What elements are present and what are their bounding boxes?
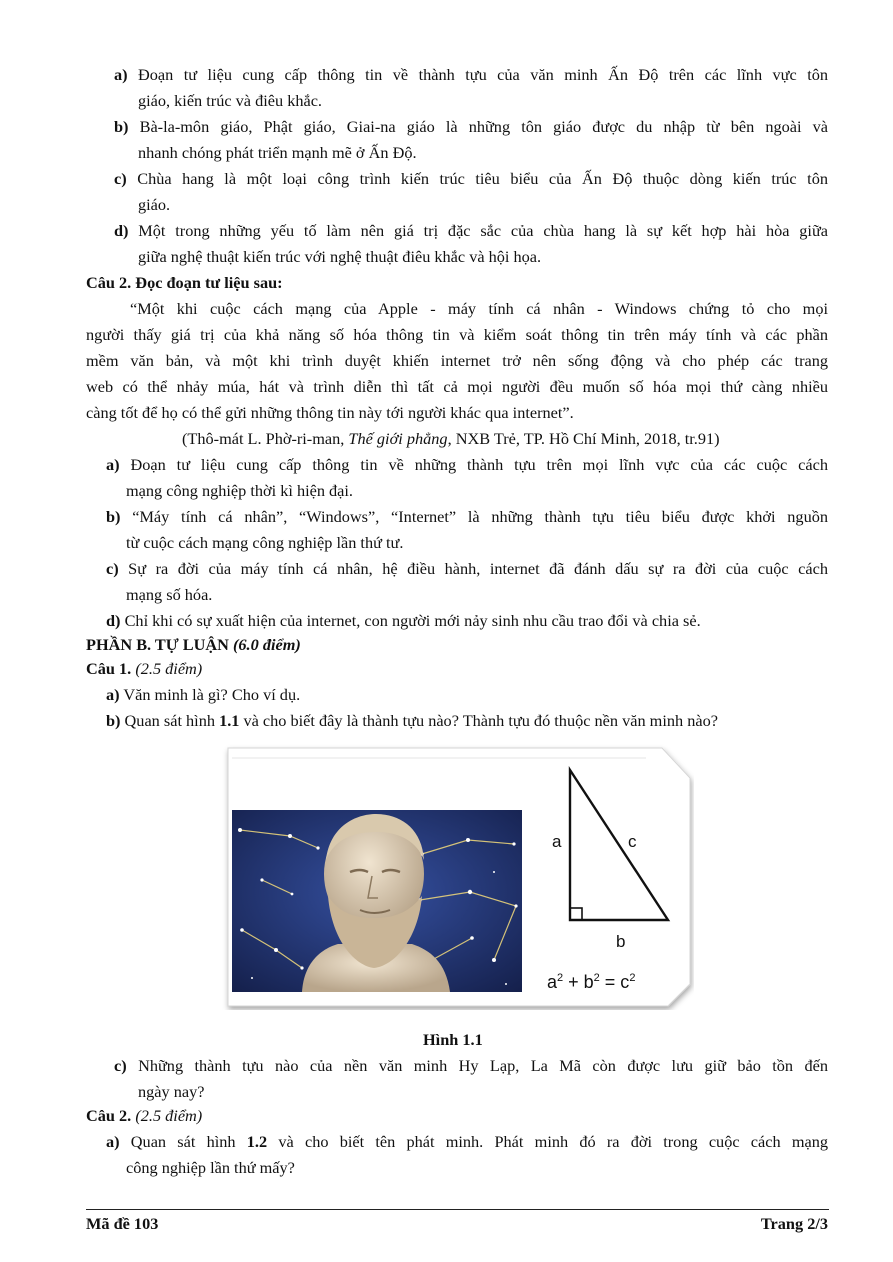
pythagoras-portrait xyxy=(232,810,522,992)
q1-option-a-line2: giáo, kiến trúc và điêu khắc. xyxy=(138,91,322,110)
part-b-q1-c-line2: ngày nay? xyxy=(138,1082,205,1101)
q2-passage-line4: web có thể nhảy múa, hát và trình diễn thì tất cả mọi người đều muốn số hóa mọi thứ càng nhiều xyxy=(86,377,828,396)
figure-1-1-caption: Hình 1.1 xyxy=(423,1030,483,1049)
page-number: Trang 2/3 xyxy=(760,1214,828,1233)
part-b-q2-a-line1: a) Quan sát hình 1.2 và cho biết tên phát minh. Phát minh đó ra đời trong cuộc cách mạng xyxy=(106,1132,829,1151)
q1-option-d-line1: d) Một trong những yếu tố làm nên giá trị đặc sắc của chùa hang là sự kết hợp hài hòa giữa xyxy=(114,221,828,240)
q2-option-c-line1: c) Sự ra đời của máy tính cá nhân, hệ điều hành, internet đã đánh dấu sự ra đời của cuộc cách xyxy=(106,559,828,578)
q2-passage-line2: người thấy giá trị của khả năng số hóa thông tin và kiểm soát thông tin trên máy tính và các phần xyxy=(86,325,828,344)
part-b-q1-a: a) Văn minh là gì? Cho ví dụ. xyxy=(106,685,301,704)
q2-option-b-line1: b) “Máy tính cá nhân”, “Windows”, “Internet” là những thành tựu tiêu biểu được khởi nguồn xyxy=(106,507,828,526)
triangle-label-a: a xyxy=(552,832,562,851)
q2-passage-line5: càng tốt để họ có thể gửi những thông tin này tới người khác qua internet”. xyxy=(86,403,574,422)
q2-option-c-line2: mạng số hóa. xyxy=(126,585,213,604)
triangle-label-c: c xyxy=(628,832,637,851)
q1-option-a-line1: a) Đoạn tư liệu cung cấp thông tin về thành tựu của văn minh Ấn Độ trên các lĩnh vực tôn xyxy=(114,65,828,84)
q2-option-a-line2: mạng công nghiệp thời kì hiện đại. xyxy=(126,481,354,500)
q1-option-b-line1: b) Bà-la-môn giáo, Phật giáo, Giai-na giáo là những tôn giáo được du nhập từ bên ngoài và xyxy=(114,117,828,136)
part-b-q1-heading: Câu 1. (2.5 điểm) xyxy=(86,659,203,678)
part-b-heading: PHẦN B. TỰ LUẬN (6.0 điểm) xyxy=(86,635,301,654)
exam-code: Mã đề 103 xyxy=(86,1214,159,1233)
q1-option-b-line2: nhanh chóng phát triển mạnh mẽ ở Ấn Độ. xyxy=(138,143,417,162)
q2-passage-line1: “Một khi cuộc cách mạng của Apple - máy tính cá nhân - Windows chứng tỏ cho mọi xyxy=(130,299,828,318)
q2-option-d: d) Chỉ khi có sự xuất hiện của internet, con người mới nảy sinh nhu cầu trao đổi và chia sẻ. xyxy=(106,611,701,630)
q1-option-c-line2: giáo. xyxy=(138,195,171,214)
q2-option-a-line1: a) Đoạn tư liệu cung cấp thông tin về những thành tựu trên mọi lĩnh vực của các cuộc cách xyxy=(106,455,828,474)
q1-option-d-line2: giữa nghệ thuật kiến trúc với nghệ thuật điêu khắc và hội họa. xyxy=(138,247,542,266)
right-triangle-diagram xyxy=(530,760,690,1000)
q2-citation: (Thô-mát L. Phờ-ri-man, Thế giới phẳng, NXB Trẻ, TP. Hồ Chí Minh, 2018, tr.91) xyxy=(182,429,720,448)
part-b-q1-c-line1: c) Những thành tựu nào của nền văn minh Hy Lạp, La Mã còn được lưu giữ bảo tồn đến xyxy=(114,1056,828,1075)
part-b-q2-heading: Câu 2. (2.5 điểm) xyxy=(86,1106,203,1125)
triangle-label-b: b xyxy=(616,932,626,951)
pythagorean-formula: $a^2 + b^2 = c^2$ xyxy=(547,972,636,992)
q2-heading: Câu 2. Đọc đoạn tư liệu sau: xyxy=(86,273,283,292)
part-b-q1-b: b) Quan sát hình 1.1 và cho biết đây là thành tựu nào? Thành tựu đó thuộc nền văn minh nào? xyxy=(106,711,718,730)
part-b-q2-a-line2: công nghiệp lần thứ mấy? xyxy=(126,1158,295,1177)
footer-divider xyxy=(86,1209,829,1210)
q2-option-b-line2: từ cuộc cách mạng công nghiệp lần thứ tư. xyxy=(126,533,404,552)
q1-option-c-line1: c) Chùa hang là một loại công trình kiến trúc tiêu biểu của Ấn Độ thuộc dòng kiến trúc tôn xyxy=(114,169,828,188)
q2-passage-line3: mềm văn bản, và một khi trình duyệt khiến internet trở nên sống động và cho phép các trang xyxy=(86,351,828,370)
